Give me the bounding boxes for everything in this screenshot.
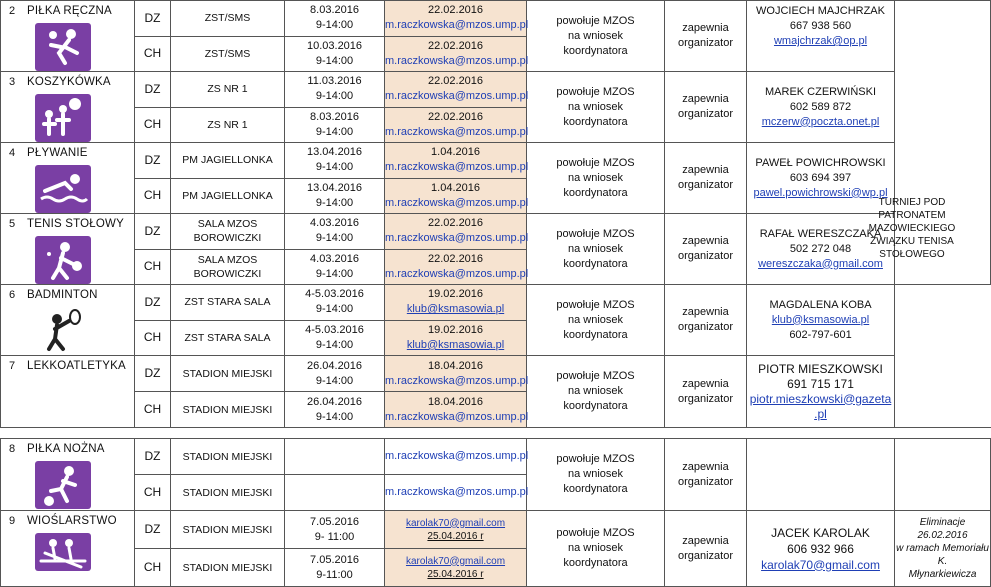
sport-name: PIŁKA RĘCZNA <box>27 5 112 17</box>
row-number: 6 <box>9 289 16 301</box>
sport-cell <box>1 214 135 285</box>
category-cell: CH <box>135 178 171 214</box>
category-cell: DZ <box>135 72 171 108</box>
date-cell: 8.03.2016 9-14:00 <box>285 1 385 37</box>
category-cell: CH <box>135 392 171 428</box>
coordinator-email-link[interactable]: pawel.powichrowski@wp.pl <box>753 186 888 199</box>
category-cell: CH <box>135 36 171 72</box>
venue-cell: ZST/SMS <box>171 1 285 37</box>
email-link[interactable]: m.raczkowska@mzos.ump.pl <box>385 486 529 498</box>
category-cell: CH <box>135 320 171 356</box>
email-link[interactable]: m.raczkowska@mzos.ump.pl <box>385 90 529 103</box>
row-number: 2 <box>9 5 16 17</box>
sport-cell <box>1 143 135 214</box>
venue-cell: PM JAGIELLONKA <box>171 178 285 214</box>
registration-cell: 22.02.2016 m.raczkowska@mzos.ump.pl <box>385 72 527 108</box>
table-row <box>1 356 991 392</box>
email-link[interactable]: m.raczkowska@mzos.ump.pl <box>385 410 529 423</box>
notes-cell: Eliminacje 26.02.2016 w ramach Memoriału K. Młynarkiewicza <box>895 511 991 587</box>
email-link[interactable]: m.raczkowska@mzos.ump.pl <box>385 19 529 32</box>
referee-cell: powołuje MZOS na wniosek koordynatora <box>527 439 665 511</box>
basketball-icon <box>35 94 91 142</box>
sport-name: WIOŚLARSTWO <box>27 515 117 527</box>
table-row <box>1 1 991 37</box>
organizer-cell: zapewnia organizator <box>665 214 747 285</box>
date-cell: 10.03.2016 9-14:00 <box>285 36 385 72</box>
coordinator-email-link[interactable]: piotr.mieszkowski@gazeta .pl <box>749 391 892 421</box>
badminton-icon <box>35 307 91 355</box>
category-cell: DZ <box>135 214 171 250</box>
registration-cell: 22.02.2016 m.raczkowska@mzos.ump.pl <box>385 107 527 143</box>
coordinator-cell: JACEK KAROLAK 606 932 966 karolak70@gmail.com <box>747 511 895 587</box>
category-cell: DZ <box>135 356 171 392</box>
venue-cell: ZS NR 1 <box>171 72 285 108</box>
referee-cell: powołuje MZOS na wniosek koordynatora <box>527 356 665 428</box>
row-number: 9 <box>9 515 16 527</box>
referee-cell: powołuje MZOS na wniosek koordynatora <box>527 285 665 356</box>
table-row <box>1 439 991 475</box>
email-link[interactable]: m.raczkowska@mzos.ump.pl <box>385 374 529 387</box>
spacer-row <box>1 428 991 439</box>
date-cell: 7.05.2016 9-11:00 <box>285 549 385 587</box>
registration-cell <box>385 439 527 475</box>
registration-cell: 19.02.2016 klub@ksmasowia.pl <box>385 285 527 321</box>
email-link[interactable]: m.raczkowska@mzos.ump.pl <box>385 232 529 245</box>
coordinator-email-link[interactable]: wereszczaka@gmail.com <box>758 257 883 270</box>
email-link[interactable]: m.raczkowska@mzos.ump.pl <box>385 54 529 67</box>
venue-cell: ZST/SMS <box>171 36 285 72</box>
row-number: 5 <box>9 218 16 230</box>
registration-cell: 1.04.2016 m.raczkowska@mzos.ump.pl <box>385 178 527 214</box>
email-link[interactable]: klub@ksmasowia.pl <box>406 338 505 351</box>
category-cell: CH <box>135 107 171 143</box>
venue-cell: STADION MIEJSKI <box>171 549 285 587</box>
organizer-cell: zapewnia organizator <box>665 143 747 214</box>
registration-cell: karolak70@gmail.com 25.04.2016 r <box>385 549 527 587</box>
referee-cell: powołuje MZOS na wniosek koordynatora <box>527 72 665 143</box>
category-cell: CH <box>135 249 171 285</box>
table-tennis-note: TURNIEJ POD PATRONATEM MAZOWIECKIEGO ZWIĄZKU TENISA STOŁOWEGO <box>868 197 956 260</box>
table-row <box>1 72 991 108</box>
date-cell: 4-5.03.2016 9-14:00 <box>285 320 385 356</box>
sport-cell <box>1 356 135 428</box>
coordinator-email-link[interactable]: mczerw@poczta.onet.pl <box>761 115 880 128</box>
organizer-cell: zapewnia organizator <box>665 285 747 356</box>
email-link[interactable]: m.raczkowska@mzos.ump.pl <box>385 267 529 280</box>
venue-cell: STADION MIEJSKI <box>171 392 285 428</box>
date-cell <box>285 475 385 511</box>
organizer-cell: zapewnia organizator <box>665 511 747 587</box>
organizer-cell: zapewnia organizator <box>665 72 747 143</box>
date-cell: 4-5.03.2016 9-14:00 <box>285 285 385 321</box>
date-cell <box>285 439 385 475</box>
category-cell: DZ <box>135 511 171 549</box>
registration-cell: 22.02.2016 m.raczkowska@mzos.ump.pl <box>385 214 527 250</box>
date-cell: 11.03.2016 9-14:00 <box>285 72 385 108</box>
table-tennis-icon <box>35 236 91 284</box>
registration-cell <box>385 475 527 511</box>
organizer-cell: zapewnia organizator <box>665 439 747 511</box>
email-link[interactable]: m.raczkowska@mzos.ump.pl <box>385 161 529 174</box>
referee-cell: powołuje MZOS na wniosek koordynatora <box>527 143 665 214</box>
venue-cell: SALA MZOS BOROWICZKI <box>171 249 285 285</box>
swimming-icon <box>35 165 91 213</box>
category-cell: CH <box>135 475 171 511</box>
sport-cell <box>1 285 135 356</box>
email-link[interactable]: karolak70@gmail.com <box>405 517 506 529</box>
sport-name: PŁYWANIE <box>27 147 88 159</box>
venue-cell: STADION MIEJSKI <box>171 439 285 475</box>
row-number: 4 <box>9 147 16 159</box>
date-cell: 4.03.2016 9-14:00 <box>285 249 385 285</box>
date-cell: 26.04.2016 9-14:00 <box>285 392 385 428</box>
registration-cell: karolak70@gmail.com 25.04.2016 r <box>385 511 527 549</box>
date-cell: 13.04.2016 9-14:00 <box>285 143 385 179</box>
venue-cell: SALA MZOS BOROWICZKI <box>171 214 285 250</box>
registration-cell: 22.02.2016 m.raczkowska@mzos.ump.pl <box>385 36 527 72</box>
sport-name: KOSZYKÓWKA <box>27 76 111 88</box>
venue-cell: STADION MIEJSKI <box>171 511 285 549</box>
date-cell: 8.03.2016 9-14:00 <box>285 107 385 143</box>
organizer-cell: zapewnia organizator <box>665 356 747 428</box>
organizer-cell: zapewnia organizator <box>665 1 747 72</box>
registration-cell: 19.02.2016 klub@ksmasowia.pl <box>385 320 527 356</box>
coordinator-cell: WOJCIECH MAJCHRZAK 667 938 560 wmajchrzak@op.pl <box>747 1 895 72</box>
category-cell: DZ <box>135 285 171 321</box>
category-cell: CH <box>135 549 171 587</box>
referee-cell: powołuje MZOS na wniosek koordynatora <box>527 1 665 72</box>
email-link[interactable]: m.raczkowska@mzos.ump.pl <box>385 450 529 462</box>
table-row <box>1 143 991 179</box>
rowing-icon <box>35 533 91 571</box>
coordinator-cell <box>747 439 895 511</box>
venue-cell: PM JAGIELLONKA <box>171 143 285 179</box>
coordinator-cell: PAWEŁ POWICHROWSKI 603 694 397 pawel.powichrowski@wp.pl <box>747 143 895 214</box>
coordinator-email-link[interactable]: klub@ksmasowia.pl <box>771 313 870 326</box>
table-row <box>1 285 991 321</box>
coordinator-cell: MAGDALENA KOBA klub@ksmasowia.pl 602-797-601 <box>747 285 895 356</box>
venue-cell: STADION MIEJSKI <box>171 475 285 511</box>
coordinator-cell: RAFAŁ WERESZCZAKA 502 272 048 wereszczaka@gmail.com <box>747 214 895 285</box>
category-cell: DZ <box>135 143 171 179</box>
row-number: 3 <box>9 76 16 88</box>
email-link[interactable]: karolak70@gmail.com <box>405 555 506 567</box>
coordinator-email-link[interactable]: karolak70@gmail.com <box>761 557 880 572</box>
notes-cell <box>895 439 991 511</box>
referee-cell: powołuje MZOS na wniosek koordynatora <box>527 214 665 285</box>
sport-cell <box>1 1 135 72</box>
sport-cell <box>1 72 135 143</box>
date-cell: 13.04.2016 9-14:00 <box>285 178 385 214</box>
registration-cell: 18.04.2016 m.raczkowska@mzos.ump.pl <box>385 356 527 392</box>
category-cell: DZ <box>135 439 171 475</box>
handball-icon <box>35 23 91 71</box>
coordinator-cell: PIOTR MIESZKOWSKI 691 715 171 piotr.mieszkowski@gazeta .pl <box>747 356 895 428</box>
row-number: 7 <box>9 360 16 372</box>
registration-cell: 22.02.2016 m.raczkowska@mzos.ump.pl <box>385 1 527 37</box>
email-link[interactable]: m.raczkowska@mzos.ump.pl <box>385 196 529 209</box>
venue-cell: ZST STARA SALA <box>171 285 285 321</box>
coordinator-cell: MAREK CZERWIŃSKI 602 589 872 mczerw@poczta.onet.pl <box>747 72 895 143</box>
row-number: 8 <box>9 443 16 455</box>
registration-cell: 22.02.2016 m.raczkowska@mzos.ump.pl <box>385 249 527 285</box>
sport-name: BADMINTON <box>27 289 98 301</box>
coordinator-email-link[interactable]: wmajchrzak@op.pl <box>773 35 868 47</box>
referee-cell: powołuje MZOS na wniosek koordynatora <box>527 511 665 587</box>
registration-cell: 1.04.2016 m.raczkowska@mzos.ump.pl <box>385 143 527 179</box>
registration-cell: 18.04.2016 m.raczkowska@mzos.ump.pl <box>385 392 527 428</box>
table-row <box>1 511 991 549</box>
date-cell: 26.04.2016 9-14:00 <box>285 356 385 392</box>
sport-cell <box>1 511 135 587</box>
category-cell: DZ <box>135 1 171 37</box>
venue-cell: ZST STARA SALA <box>171 320 285 356</box>
football-icon <box>35 461 91 509</box>
sport-cell <box>1 439 135 511</box>
email-link[interactable]: m.raczkowska@mzos.ump.pl <box>385 125 529 138</box>
sport-name: PIŁKA NOŻNA <box>27 443 105 455</box>
venue-cell: ZS NR 1 <box>171 107 285 143</box>
venue-cell: STADION MIEJSKI <box>171 356 285 392</box>
date-cell: 7.05.2016 9- 11:00 <box>285 511 385 549</box>
sport-name: LEKKOATLETYKA <box>27 360 126 372</box>
table-row <box>1 214 991 250</box>
sport-name: TENIS STOŁOWY <box>27 218 124 230</box>
email-link[interactable]: klub@ksmasowia.pl <box>406 303 505 316</box>
date-cell: 4.03.2016 9-14:00 <box>285 214 385 250</box>
